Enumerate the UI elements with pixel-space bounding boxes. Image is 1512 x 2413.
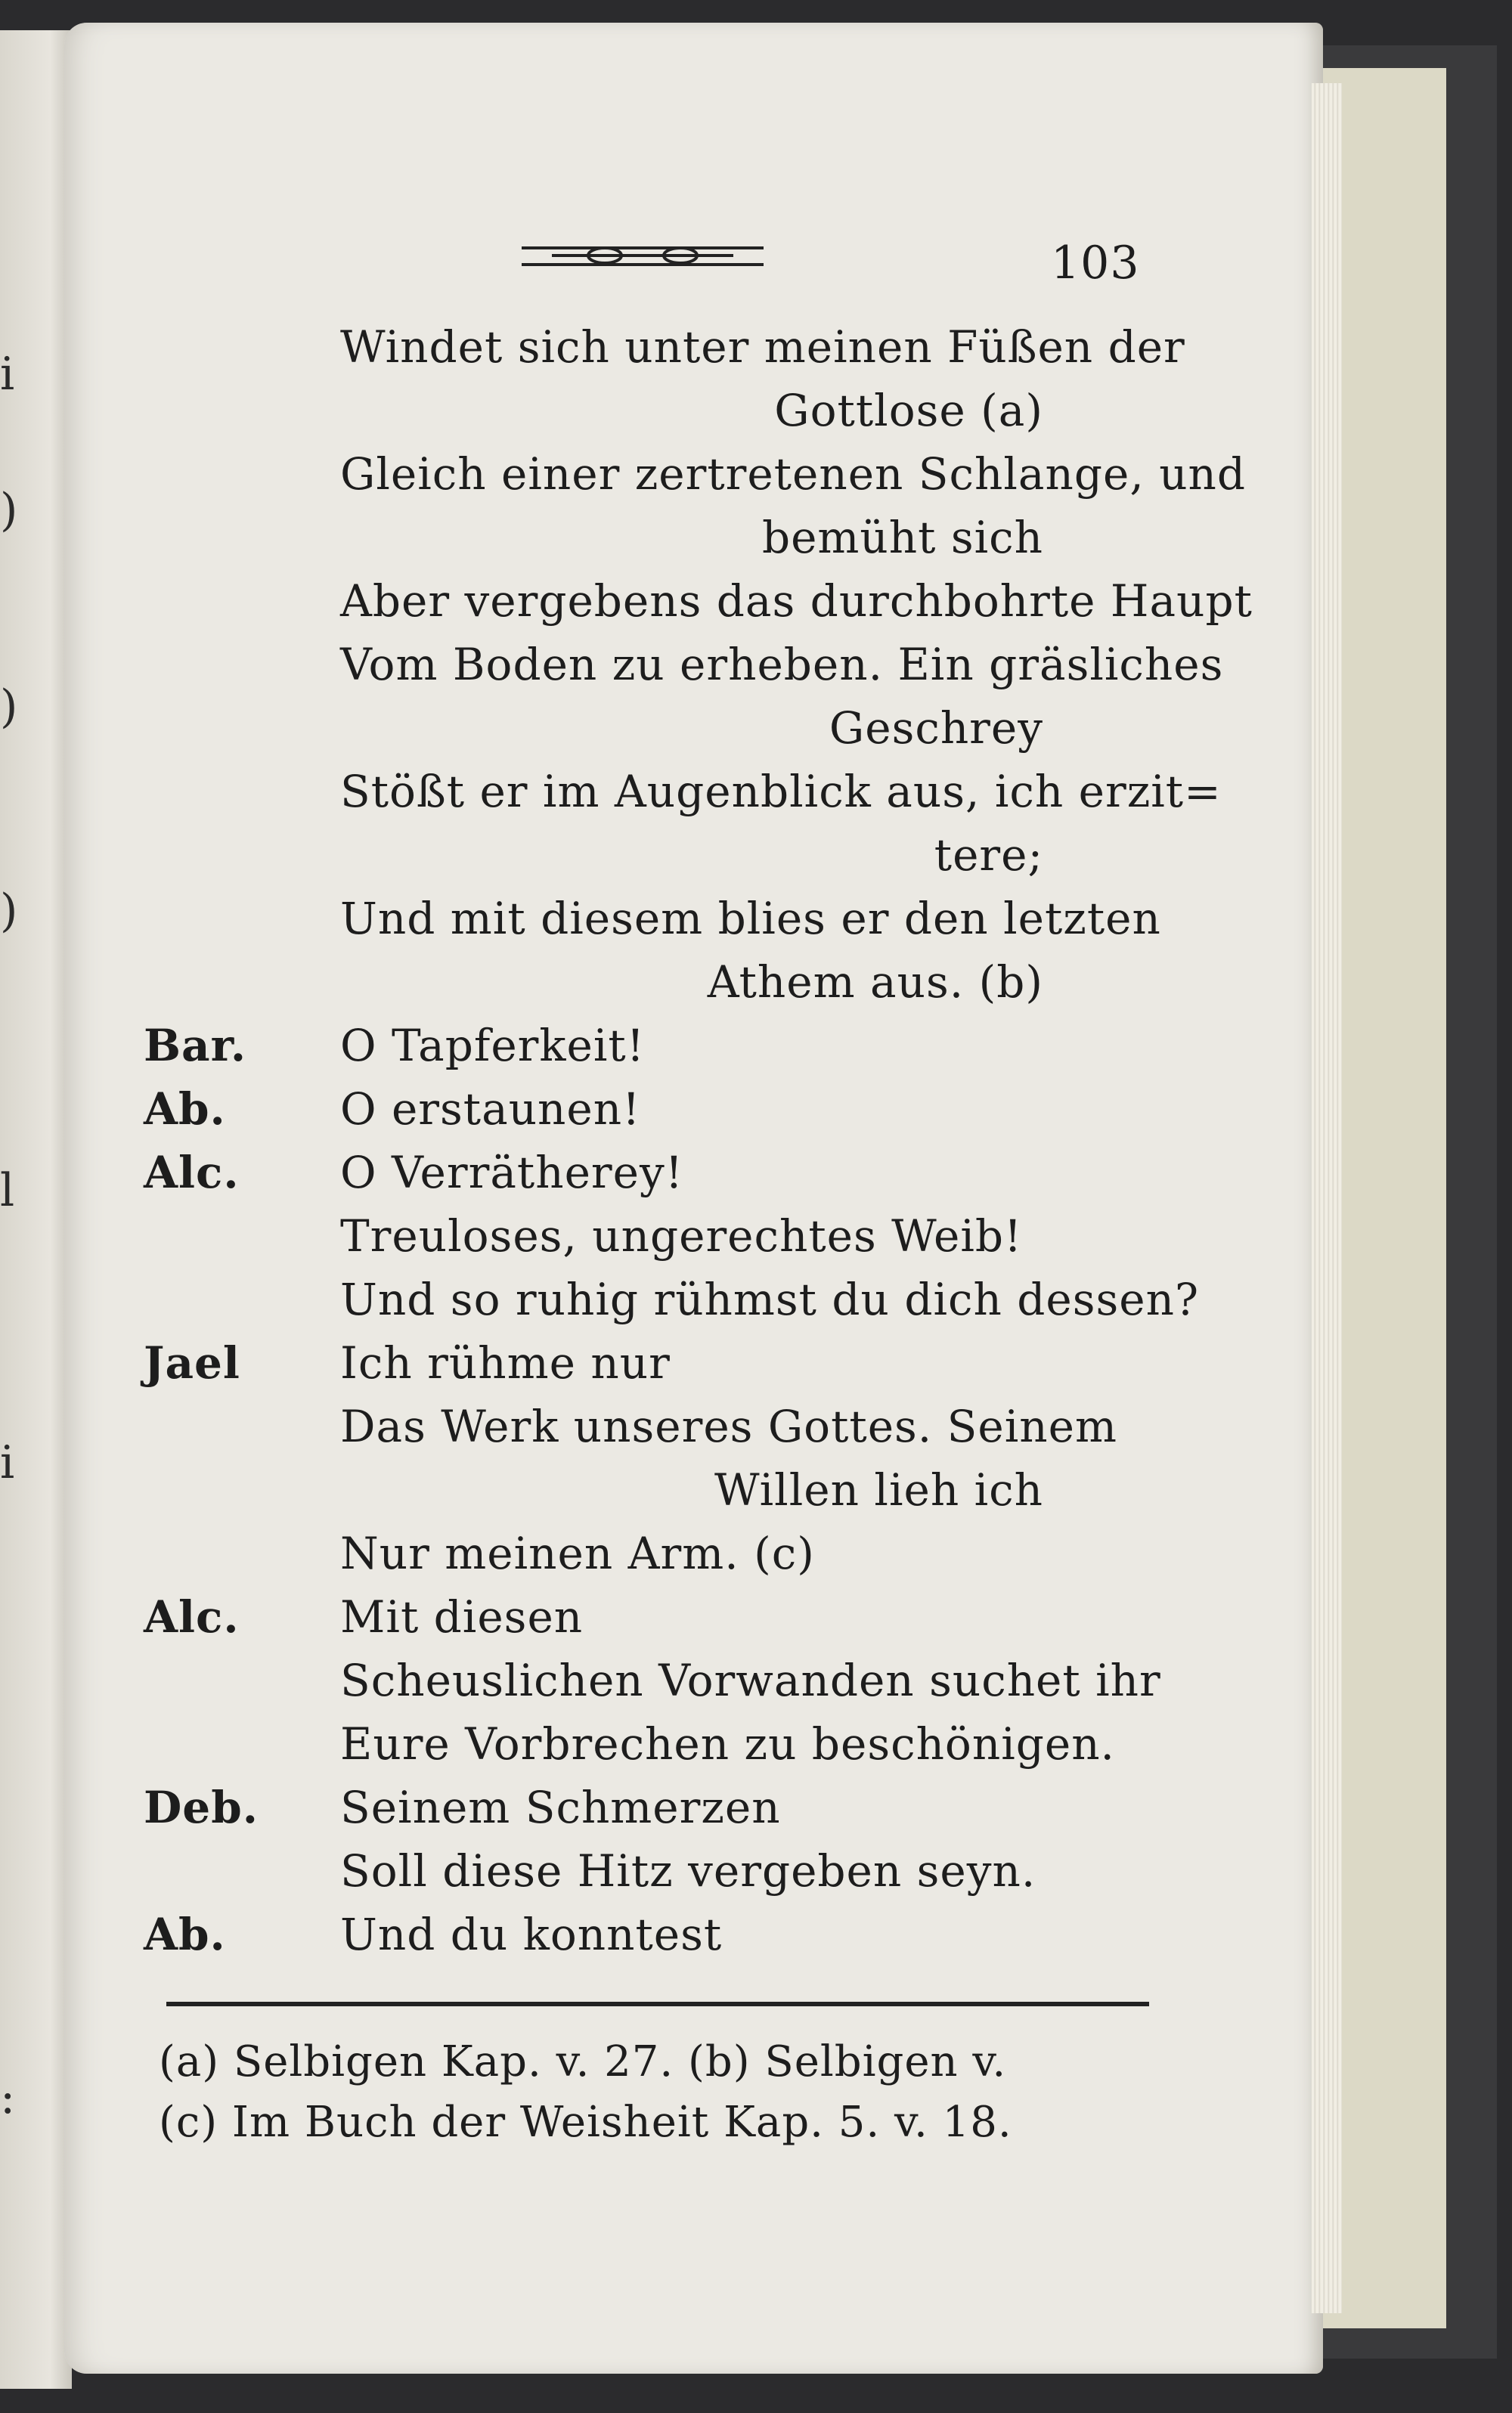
margin-fragment: : xyxy=(0,2071,16,2124)
verse-line: Vom Boden zu erheben. Ein gräsliches xyxy=(340,639,1224,690)
verse-line: Und so ruhig rühmst du dich dessen? xyxy=(340,1274,1200,1325)
footnote-rule xyxy=(166,2002,1149,2006)
book-page xyxy=(64,23,1323,2374)
page-number: 103 xyxy=(1051,237,1140,290)
verse-line: Gleich einer zertretenen Schlange, und xyxy=(340,448,1247,500)
verse-line: Geschrey xyxy=(829,702,1043,754)
margin-fragment: i xyxy=(0,348,15,401)
footnote-line: (c) Im Buch der Weisheit Kap. 5. v. 18. xyxy=(159,2098,1012,2147)
verse-line: Windet sich unter meinen Füßen der xyxy=(340,321,1185,373)
verse-line: Mit diesen xyxy=(340,1591,584,1643)
verse-line: Aber vergebens das durchbohrte Haupt xyxy=(340,575,1253,627)
margin-fragment: ) xyxy=(0,484,18,537)
margin-fragment: ) xyxy=(0,680,18,733)
speaker-label: Deb. xyxy=(144,1782,259,1833)
verse-line: Scheuslichen Vorwanden suchet ihr xyxy=(340,1655,1161,1706)
header-ornament xyxy=(522,240,764,272)
verse-line: Soll diese Hitz vergeben seyn. xyxy=(340,1845,1036,1897)
verse-line: Willen lieh ich xyxy=(714,1464,1043,1516)
speaker-label: Jael xyxy=(144,1337,240,1389)
verse-line: Und mit diesem blies er den letzten xyxy=(340,893,1161,944)
speaker-label: Alc. xyxy=(144,1591,240,1643)
verse-line: Ich rühme nur xyxy=(340,1337,671,1389)
verse-line: Athem aus. (b) xyxy=(707,956,1043,1008)
verse-line: Nur meinen Arm. (c) xyxy=(340,1528,815,1579)
verse-line: Und du konntest xyxy=(340,1909,723,1960)
verse-line: Eure Vorbrechen zu beschönigen. xyxy=(340,1718,1115,1770)
footnote-line: (a) Selbigen Kap. v. 27. (b) Selbigen v. xyxy=(159,2037,1007,2086)
speaker-label: Alc. xyxy=(144,1147,240,1198)
verse-line: Seinem Schmerzen xyxy=(340,1782,781,1833)
verse-line: bemüht sich xyxy=(761,512,1043,563)
margin-fragment: i xyxy=(0,1436,15,1489)
speaker-label: Bar. xyxy=(144,1020,247,1071)
speaker-label: Ab. xyxy=(144,1909,226,1960)
verse-line: O Tapferkeit! xyxy=(340,1020,646,1071)
margin-fragment: ) xyxy=(0,884,18,937)
verse-line: O erstaunen! xyxy=(340,1083,641,1135)
verse-line: Treuloses, ungerechtes Weib! xyxy=(340,1210,1023,1262)
verse-line: tere; xyxy=(934,829,1043,881)
verse-line: O Verrätherey! xyxy=(340,1147,684,1198)
page-stack-edge xyxy=(1312,83,1342,2313)
verse-line: Gottlose (a) xyxy=(774,385,1043,436)
previous-page-edge xyxy=(0,30,72,2389)
verse-line: Das Werk unseres Gottes. Seinem xyxy=(340,1401,1117,1452)
verse-line: Stößt er im Augenblick aus, ich erzit= xyxy=(340,766,1222,817)
speaker-label: Ab. xyxy=(144,1083,226,1135)
margin-fragment: l xyxy=(0,1164,15,1217)
